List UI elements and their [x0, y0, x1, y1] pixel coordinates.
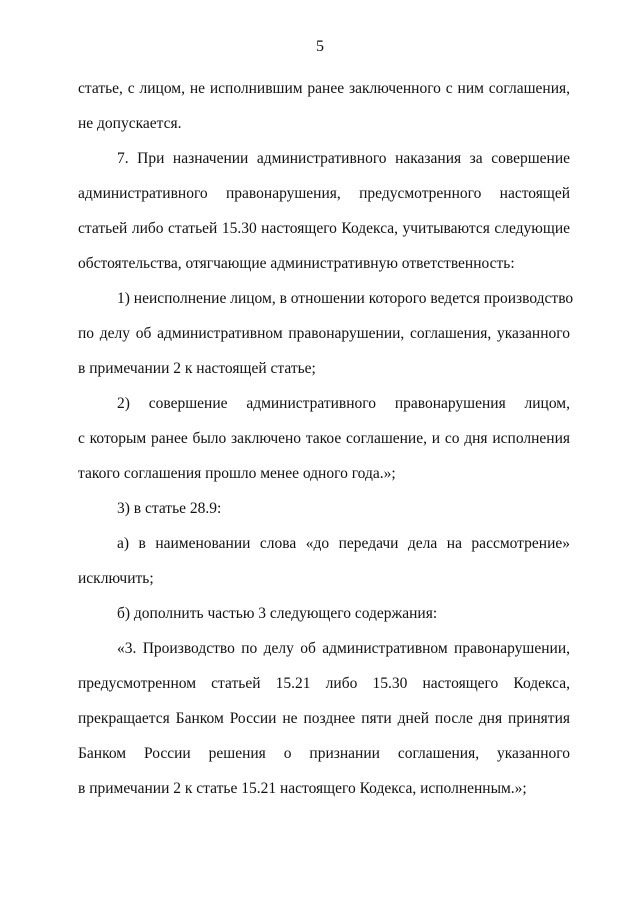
paragraph-7-line: 7. При назначении административного наказания за совершение	[117, 150, 570, 167]
item-2-line: 2) совершение административного правонарушения лицом,	[117, 395, 570, 412]
text-line: в примечании 2 к настоящей статье;	[78, 360, 316, 377]
subitem-b-line: б) дополнить частью 3 следующего содержания:	[117, 605, 438, 622]
text-line: исключить;	[78, 570, 154, 587]
item-3-line: 3) в статье 28.9:	[117, 500, 222, 517]
text-line: предусмотренном статьей 15.21 либо 15.30 настоящего Кодекса,	[78, 675, 570, 692]
text-line: такого соглашения прошло менее одного года.»;	[78, 465, 396, 482]
text-line: обстоятельства, отягчающие административную ответственность:	[78, 255, 515, 272]
subitem-a-line: а) в наименовании слова «до передачи дела на рассмотрение»	[117, 535, 570, 552]
text-line: Банком России решения о признании соглашения, указанного	[78, 745, 570, 762]
text-line: с которым ранее было заключено такое соглашение, и со дня исполнения	[78, 430, 570, 447]
text-line: административного правонарушения, предусмотренного настоящей	[78, 185, 570, 202]
text-line: в примечании 2 к статье 15.21 настоящего Кодекса, исполненным.»;	[78, 780, 527, 797]
text-line: статье, с лицом, не исполнившим ранее заключенного с ним соглашения,	[78, 80, 570, 97]
text-line: по делу об административном правонарушении, соглашения, указанного	[78, 325, 570, 342]
item-1-line: 1) неисполнение лицом, в отношении которого ведется производство	[117, 290, 574, 307]
text-line: не допускается.	[78, 115, 182, 132]
text-line: статьей либо статьей 15.30 настоящего Кодекса, учитываются следующие	[78, 220, 570, 237]
text-line: прекращается Банком России не позднее пяти дней после дня принятия	[78, 710, 570, 727]
page-number: 5	[316, 38, 324, 55]
quoted-part-3-line: «3. Производство по делу об административном правонарушении,	[117, 640, 570, 657]
